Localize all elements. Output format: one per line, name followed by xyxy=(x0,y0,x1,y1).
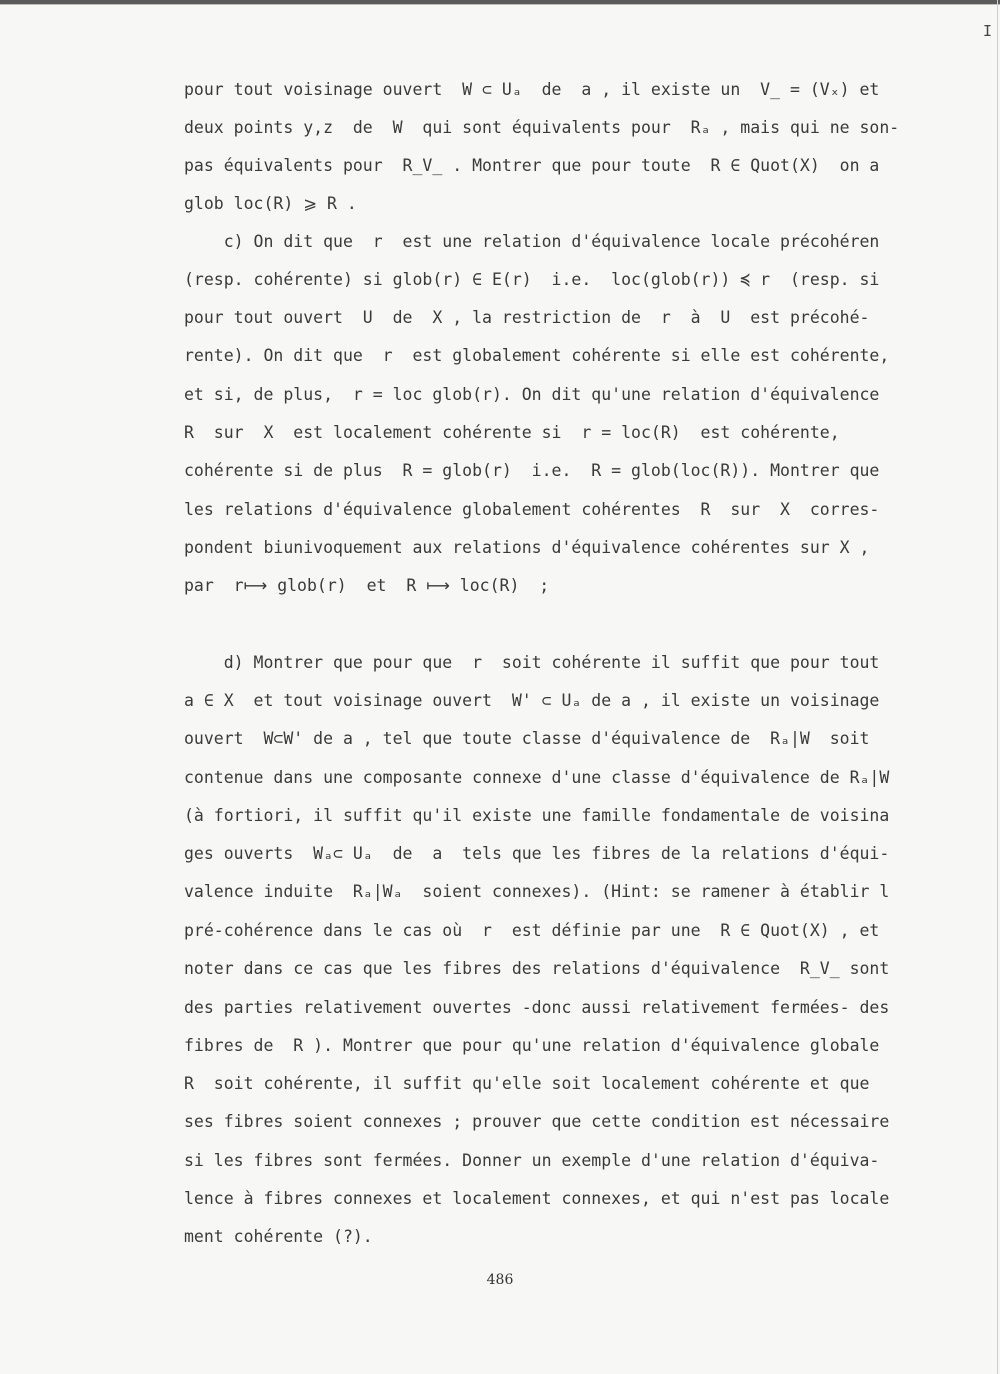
text-line: et si, de plus, r = loc glob(r). On dit qu'une relation d'équivalence xyxy=(184,385,880,404)
text-line: pré-cohérence dans le cas où r est définie par une R ∈ Quot(X) , et xyxy=(184,921,880,940)
text-line: cohérente si de plus R = glob(r) i.e. R = glob(loc(R)). Montrer que xyxy=(184,461,880,480)
text-line: valence induite Rₐ|Wₐ soient connexes). (Hint: se ramener à établir l xyxy=(184,882,890,901)
text-line: noter dans ce cas que les fibres des relations d'équivalence R_V̲ sont xyxy=(184,959,890,978)
text-line: contenue dans une composante connexe d'une classe d'équivalence de Rₐ|W xyxy=(184,768,890,787)
text-line: pas équivalents pour R_V̲ . Montrer que pour toute R ∈ Quot(X) on a xyxy=(184,156,880,175)
text-line: ges ouverts Wₐ⊂ Uₐ de a tels que les fibres de la relations d'équi- xyxy=(184,844,890,863)
text-line: fibres de R ). Montrer que pour qu'une relation d'équivalence globale xyxy=(184,1036,880,1055)
text-line: ment cohérente (?). xyxy=(184,1227,373,1246)
text-line: si les fibres sont fermées. Donner un exemple d'une relation d'équiva- xyxy=(184,1151,880,1170)
text-line: pour tout voisinage ouvert W ⊂ Uₐ de a , il existe un V̲ = (Vₓ) et xyxy=(184,80,880,99)
top-border-shadow xyxy=(0,4,1000,5)
text-line: d) Montrer que pour que r soit cohérente il suffit que pour tout xyxy=(184,653,880,672)
text-line: pondent biunivoquement aux relations d'équivalence cohérentes sur X , xyxy=(184,538,870,557)
text-line: R sur X est localement cohérente si r = loc(R) est cohérente, xyxy=(184,423,840,442)
text-line: des parties relativement ouvertes -donc aussi relativement fermées- des xyxy=(184,998,890,1017)
text-line: ses fibres soient connexes ; prouver que cette condition est nécessaire xyxy=(184,1112,890,1131)
text-line: glob loc(R) ⩾ R . xyxy=(184,194,357,213)
corner-mark: I xyxy=(982,22,992,40)
text-line: lence à fibres connexes et localement connexes, et qui n'est pas locale xyxy=(184,1189,890,1208)
text-line: pour tout ouvert U de X , la restriction de r à U est précohé- xyxy=(184,308,870,327)
text-line: R soit cohérente, il suffit qu'elle soit localement cohérente et que xyxy=(184,1074,870,1093)
text-line: par r⟼ glob(r) et R ⟼ loc(R) ; xyxy=(184,576,550,595)
text-line: ouvert W⊂W' de a , tel que toute classe d'équivalence de Rₐ|W soit xyxy=(184,729,870,748)
text-line: deux points y,z de W qui sont équivalents pour Rₐ , mais qui ne son- xyxy=(184,118,900,137)
text-line: c) On dit que r est une relation d'équivalence locale précohéren xyxy=(184,232,880,251)
text-line: a ∈ X et tout voisinage ouvert W' ⊂ Uₐ de a , il existe un voisinage xyxy=(184,691,880,710)
text-line: (à fortiori, il suffit qu'il existe une famille fondamentale de voisina xyxy=(184,806,890,825)
page-edge xyxy=(997,0,998,1374)
text-line: (resp. cohérente) si glob(r) ∈ E(r) i.e. loc(glob(r)) ≼ r (resp. si xyxy=(184,270,880,289)
text-line: rente). On dit que r est globalement cohérente si elle est cohérente, xyxy=(184,346,890,365)
page-number: 486 xyxy=(486,1272,514,1288)
text-line: les relations d'équivalence globalement cohérentes R sur X corres- xyxy=(184,500,880,519)
